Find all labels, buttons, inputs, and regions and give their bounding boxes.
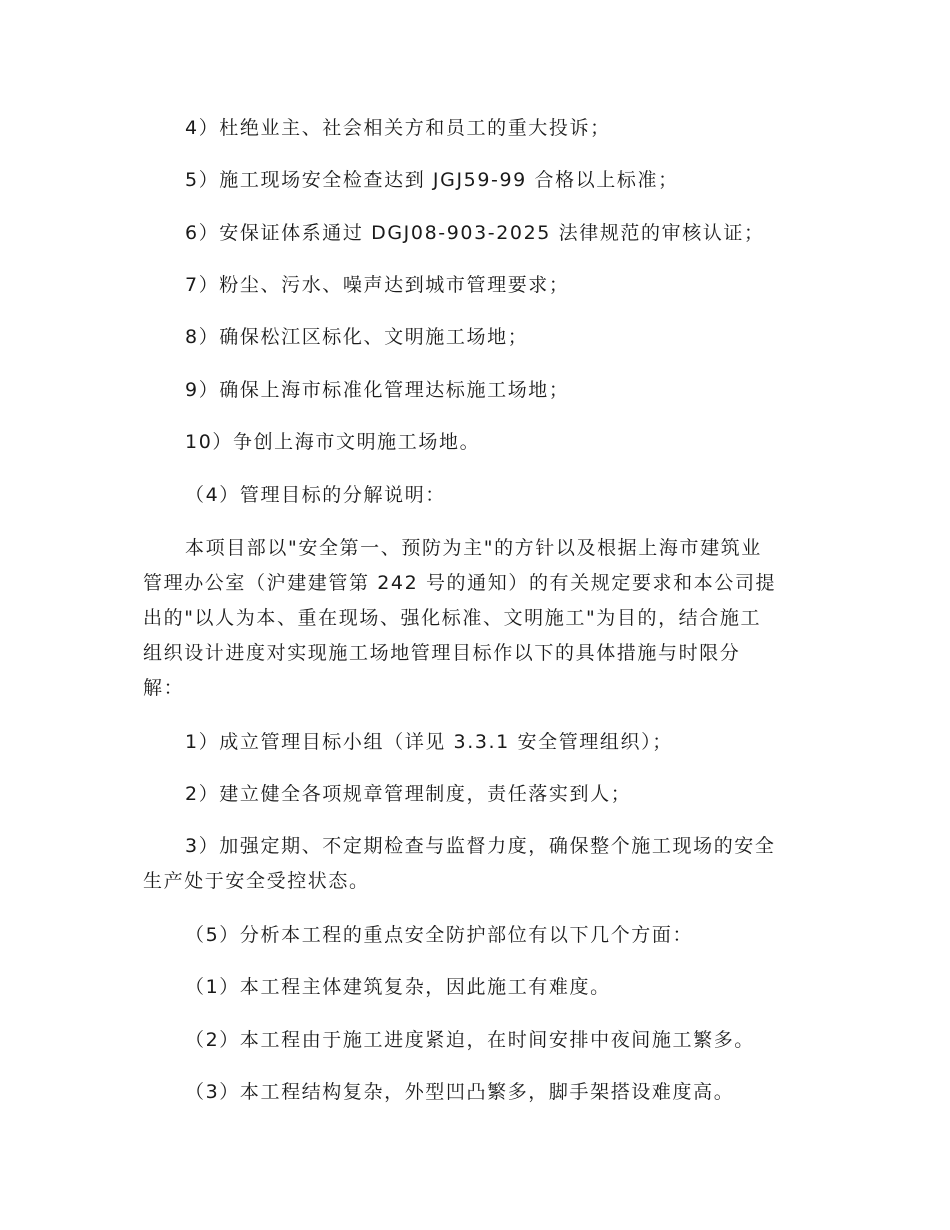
goal-item-10: 10）争创上海市文明施工场地。 [185,431,481,453]
goal-item-8: 8）确保松江区标化、文明施工场地； [185,326,529,348]
paragraph-line: 解： [143,677,185,699]
section-heading-5: （5）分析本工程的重点安全防护部位有以下几个方面： [185,924,694,946]
paragraph-line: 出的"以人为本、重在现场、强化标准、文明施工"为目的，结合施工 [143,607,762,629]
goal-item-6: 6）安保证体系通过 DGJ08-903-2025 法律规范的审核认证； [185,222,765,244]
goal-item-9: 9）确保上海市标准化管理达标施工场地； [185,379,570,401]
risk-item-3: （3）本工程结构复杂，外型凹凸繁多，脚手架搭设难度高。 [185,1081,735,1103]
measure-item-3-continued: 生产处于安全受控状态。 [143,870,370,892]
paragraph-line: 管理办公室（沪建建管第 242 号的通知）的有关规定要求和本公司提 [143,572,777,594]
measure-item-1: 1）成立管理目标小组（详见 3.3.1 安全管理组织）； [185,731,673,753]
risk-item-2: （2）本工程由于施工进度紧迫，在时间安排中夜间施工繁多。 [185,1029,755,1051]
paragraph-line: 本项目部以"安全第一、预防为主"的方针以及根据上海市建筑业 [185,537,762,559]
goal-item-4: 4）杜绝业主、社会相关方和员工的重大投诉； [185,117,611,139]
paragraph-line: 组织设计进度对实现施工场地管理目标作以下的具体措施与时限分 [143,642,741,664]
goal-item-5: 5）施工现场安全检查达到 JGJ59-99 合格以上标准； [185,169,679,191]
section-heading-4: （4）管理目标的分解说明： [185,484,446,506]
risk-item-1: （1）本工程主体建筑复杂，因此施工有难度。 [185,976,611,998]
measure-item-2: 2）建立健全各项规章管理制度，责任落实到人； [185,783,632,805]
measure-item-3: 3）加强定期、不定期检查与监督力度，确保整个施工现场的安全 [185,835,776,857]
goal-item-7: 7）粉尘、污水、噪声达到城市管理要求； [185,274,570,296]
